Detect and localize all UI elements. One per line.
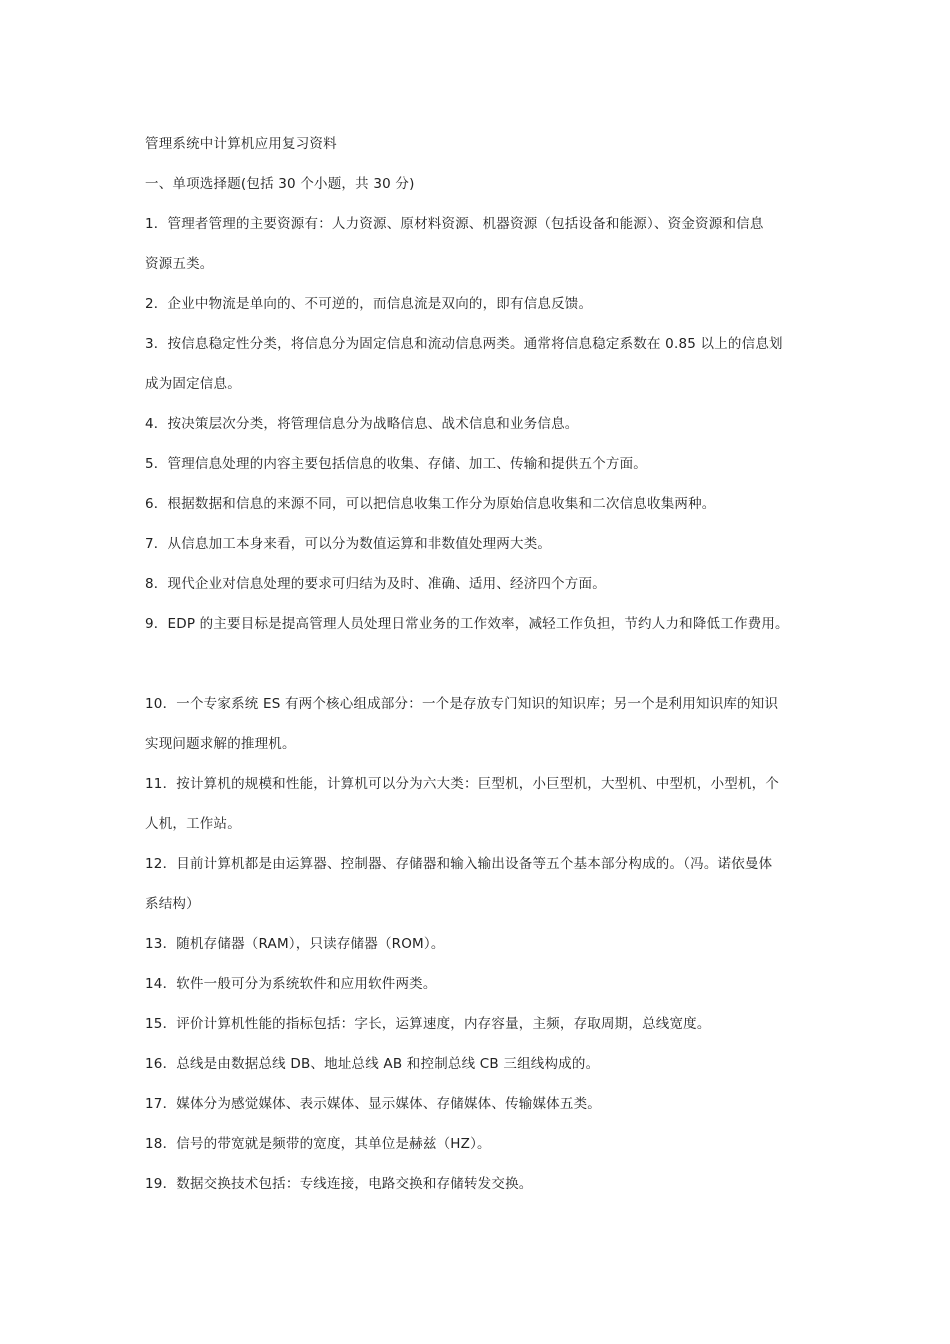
- text-line: 12．目前计算机都是由运算器、控制器、存储器和输入输出设备等五个基本部分构成的。（冯。诺依曼体: [145, 856, 773, 872]
- text-line: 实现问题求解的推理机。: [145, 736, 296, 752]
- text-line: 成为固定信息。: [145, 376, 241, 392]
- text-line: 7．从信息加工本身来看，可以分为数值运算和非数值处理两大类。: [145, 536, 552, 552]
- document-page: [145, 124, 815, 1204]
- text-line: 18．信号的带宽就是频带的宽度，其单位是赫兹（HZ）。: [145, 1136, 491, 1152]
- text-line: 6．根据数据和信息的来源不同，可以把信息收集工作分为原始信息收集和二次信息收集两种。: [145, 496, 716, 512]
- text-line: 5．管理信息处理的内容主要包括信息的收集、存储、加工、传输和提供五个方面。: [145, 456, 647, 472]
- text-line: 17．媒体分为感觉媒体、表示媒体、显示媒体、存储媒体、传输媒体五类。: [145, 1096, 601, 1112]
- text-line: 3．按信息稳定性分类，将信息分为固定信息和流动信息两类。通常将信息稳定系数在 0.85 以上的信息划: [145, 336, 783, 352]
- text-line: 2．企业中物流是单向的、不可逆的，而信息流是双向的，即有信息反馈。: [145, 296, 593, 312]
- text-line: 10．一个专家系统 ES 有两个核心组成部分：一个是存放专门知识的知识库；另一个是利用知识库的知识: [145, 696, 779, 712]
- text-line: 14．软件一般可分为系统软件和应用软件两类。: [145, 976, 437, 992]
- document-title: 管理系统中计算机应用复习资料: [145, 136, 337, 152]
- text-line: 11．按计算机的规模和性能，计算机可以分为六大类：巨型机，小巨型机，大型机、中型机，小型机，个: [145, 776, 780, 792]
- text-line: 15．评价计算机性能的指标包括：字长，运算速度，内存容量，主频，存取周期，总线宽度。: [145, 1016, 711, 1032]
- text-line: 8．现代企业对信息处理的要求可归结为及时、准确、适用、经济四个方面。: [145, 576, 606, 592]
- text-line: 4．按决策层次分类，将管理信息分为战略信息、战术信息和业务信息。: [145, 416, 579, 432]
- text-line: 9．EDP 的主要目标是提高管理人员处理日常业务的工作效率，减轻工作负担，节约人力和降低工作费用。: [145, 616, 789, 632]
- text-line: 人机，工作站。: [145, 816, 241, 832]
- text-line: 系结构）: [145, 896, 200, 912]
- text-line: 19．数据交换技术包括：专线连接，电路交换和存储转发交换。: [145, 1176, 533, 1192]
- text-line: 13．随机存储器（RAM），只读存储器（ROM）。: [145, 936, 445, 952]
- section-heading: 一、单项选择题(包括 30 个小题，共 30 分): [145, 176, 415, 192]
- blank-line: [145, 644, 815, 684]
- text-line: 1．管理者管理的主要资源有：人力资源、原材料资源、机器资源（包括设备和能源）、资金资源和信息: [145, 216, 764, 232]
- text-line: 16．总线是由数据总线 DB、地址总线 AB 和控制总线 CB 三组线构成的。: [145, 1056, 600, 1072]
- text-line: 资源五类。: [145, 256, 214, 272]
